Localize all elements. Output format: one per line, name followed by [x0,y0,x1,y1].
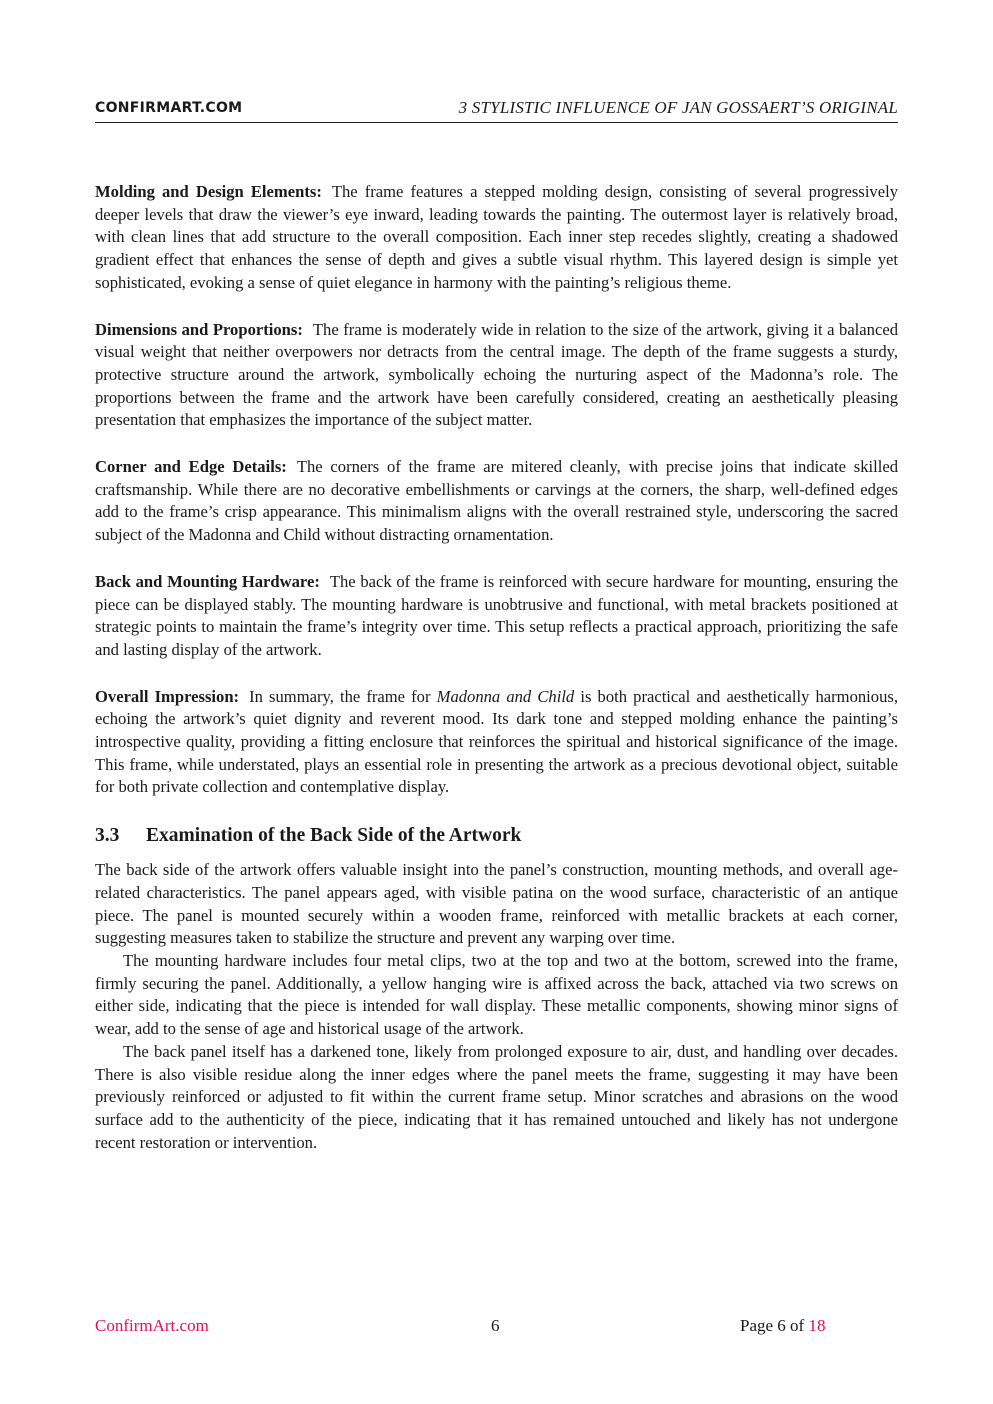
document-page [95,0,898,1404]
page-of-label: Page 6 of [740,1316,809,1335]
paragraph-heading: Dimensions and Proportions: [95,319,303,339]
paragraph-molding [95,181,898,295]
section-title: Examination of the Back Side of the Artwork [146,825,522,847]
paragraph-text: The frame is moderately wide in relation to the size of the artwork, giving it a balanced visual weight that neither overpowers nor detracts from the central image. The depth of the frame suggests a sturdy, protective structure around the artwork, symbolically echoing the nurturing aspect of the Madonna’s role. The proportions between the frame and the artwork have been carefully considered, creating an aesthetically pleasing presentation that emphasizes the importance of the subject matter. [95,319,898,430]
paragraph-text: is both practical and aesthetically harmonious, echoing the artwork’s quiet dignity and reverent mood. Its dark tone and stepped molding enhance the painting’s introspective quality, providing a fitting enclosure that reinforces the spiritual and historical significance of the image. This frame, while understated, plays an essential role in presenting the artwork as a precious devotional object, suitable for both private collection and contemplative display. [95,686,898,797]
footer-site-link[interactable]: ConfirmArt.com [95,1316,209,1335]
paragraph-corners [95,456,898,547]
paragraph-text: The back of the frame is reinforced with secure hardware for mounting, ensuring the piece can be displayed stably. The mounting hardware is unobtrusive and functional, with metal brackets positioned at strategic points to maintain the frame’s integrity over time. This setup reflects a practical approach, prioritizing the safe and lasting display of the artwork. [95,571,898,659]
total-pages-link[interactable]: 18 [808,1316,826,1335]
running-title: 3 STYLISTIC INFLUENCE OF JAN GOSSAERT’S ORIGINAL [458,98,898,117]
paragraph-text: The frame features a stepped molding design, consisting of several progressively deeper levels that draw the viewer’s eye inward, leading towards the painting. The outermost layer is relatively broad, with clean lines that add structure to the overall composition. Each inner step recedes slightly, creating a shadowed gradient effect that enhances the sense of depth and gives a subtle visual rhythm. This layered design is simple yet sophisticated, evoking a sense of quiet elegance in harmony with the painting’s religious theme. [95,182,898,292]
section-paragraph: The back side of the artwork offers valuable insight into the panel’s construction, mounting methods, and overall age-related characteristics. The panel appears aged, with visible patina on the wood surface, characteristic of an antique piece. The panel is mounted securely within a wooden frame, reinforced with metallic brackets at each corner, suggesting measures taken to stabilize the structure and prevent any warping over time. [95,860,898,948]
paragraph-heading: Back and Mounting Hardware: [95,571,320,591]
section-number: 3.3 [95,825,120,847]
paragraph-heading: Overall Impression: [95,686,240,706]
site-logo: CONFIRMART.COM [95,100,243,116]
paragraph-heading: Molding and Design Elements: [95,182,322,201]
section-heading [95,823,898,849]
paragraph-heading: Corner and Edge Details: [95,457,287,477]
paragraph-hardware [95,571,898,662]
paragraph-overall [95,686,898,800]
page-footer [95,1316,898,1338]
footer-page-of [740,1316,825,1336]
paragraph-text: The corners of the frame are mitered cleanly, with precise joins that indicate skilled craftsmanship. While there are no decorative embellishments or carvings at the corners, the sharp, well-defined edges add to the frame’s crisp appearance. This minimalism aligns with the overall restrained style, underscoring the sacred subject of the Madonna and Child without distracting ornamentation. [95,457,899,545]
page-body [95,181,898,1154]
footer-page-number: 6 [491,1316,500,1335]
section-paragraph: The mounting hardware includes four metal clips, two at the top and two at the bottom, screwed into the frame, firmly securing the panel. Additionally, a yellow hanging wire is affixed across the back, attached via two screws on either side, indicating that the piece is intended for wall display. These metallic components, showing minor signs of wear, add to the sense of age and historical usage of the artwork. [95,950,898,1039]
artwork-title: Madonna and Child [436,686,575,706]
paragraph-dimensions [95,319,898,433]
paragraph-text: In summary, the frame for [249,686,437,706]
page-header [95,98,898,123]
section-paragraph: The back panel itself has a darkened tone, likely from prolonged exposure to air, dust, and handling over decades. There is also visible residue along the inner edges where the panel meets the frame, suggesting it may have been previously reinforced or adjusted to fit within the current frame setup. Minor scratches and abrasions on the wood surface add to the authenticity of the piece, indicating that it has remained untouched and likely has not undergone recent restoration or intervention. [95,1041,898,1152]
